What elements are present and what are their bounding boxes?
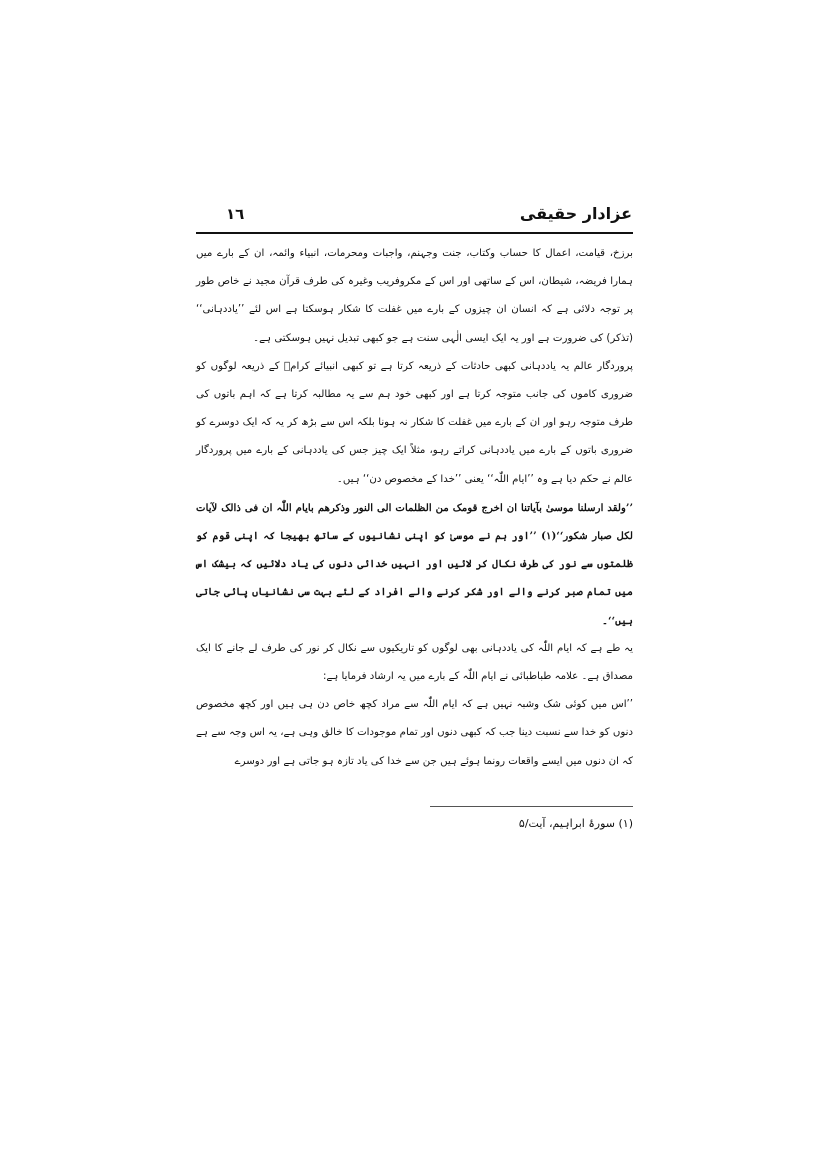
footnote-rule [430,806,633,807]
paragraph: پروردگار عالم یہ یاددہانی کبھی حادثات کے ذریعہ کرتا ہے تو کبھی انبیائے کرامؑ کے ذریعہ لوگوں کو ضروری کاموں کی جانب متوجہ کرتا ہے اور کبھی خود ہم سے یہ مطالبہ کرتا ہے کہ اہم باتوں کی طرف متوجہ رہو اور ان کے بارے میں غفلت کا شکار نہ ہونا بلکہ اس سے بڑھ کر یہ کہ ایک دوسرے کو ضروری باتوں کے بارے میں یاددہانی کراتے رہو، مثلاً ایک چیز جس کی یاددہانی کے بارے میں پروردگار عالم نے حکم دیا ہے وہ ’’ایام اللّٰہ‘‘ یعنی ’’خدا کے مخصوص دن‘‘ ہیں۔ [196,360,633,485]
quotation-paragraph: ’’اس میں کوئی شک وشبہ نہیں ہے کہ ایام اللّٰہ سے مراد کچھ خاص دن ہی ہیں اور کچھ مخصوص دنوں کو خدا سے نسبت دینا جب کہ کبھی دنوں اور تمام موجودات کا خالق وہی ہے، یہ اس وجہ سے ہے کہ ان دنوں میں ایسے واقعات رونما ہوئے ہیں جن سے خدا کی یاد تازہ ہو جاتی ہے اور دوسرے [196,699,633,767]
quranic-verse-paragraph: ’’ولقد ارسلنا موسیٰ بآیاتنا ان اخرج قومک من الظلمات الی النور وذکرھم بایام اللّٰہ ان فی ذالک لآیات لکل صبار شکور‘‘(۱) ’’اور ہم نے موسیٰ کو اپنی نشانیوں کے ساتھ بھیجا کہ اپنی قوم کو ظلمتوں سے نور کی طرف نکال کر لائیں اور انہیں خدائی دنوں کی یاد دلائیں کہ بیشک اس میں تمام صبر کرنے والے اور شکر کرنے والے افراد کے لئے بہت سی نشانیاں پائی جاتی ہیں‘‘۔ [196,501,634,627]
paragraph: یہ طے ہے کہ ایام اللّٰہ کی یاددہانی بھی لوگوں کو تاریکیوں سے نکال کر نور کی طرف لے جانے کا ایک مصداق ہے۔ علامہ طباطبائی نے ایام اللّٰہ کے بارے میں یہ ارشاد فرمایا ہے: [196,642,633,683]
footnote: (۱) سورۂ ابراہیم، آیت/۵ [518,817,633,830]
page-header [196,203,632,229]
book-title: عزادار حقیقی [519,204,632,223]
paragraph: برزخ، قیامت، اعمال کا حساب وکتاب، جنت وجہنم، واجبات ومحرمات، انبیاء وائمہ، ان کے بارے میں ہمارا فریضہ، شیطان، اس کے ساتھی اور اس کے مکروفریب وغیرہ کی طرف قرآن مجید نے خاص طور پر توجہ دلائی ہے کہ انسان ان چیزوں کے بارے میں غفلت کا شکار ہوسکتا ہے اس لئے ’’یاددہانی‘‘ (تذکر) کی ضرورت ہے اور یہ ایک ایسی الٰہی سنت ہے جو کبھی تبدیل نہیں ہوسکتی ہے۔ [196,248,633,344]
header-rule [196,232,633,234]
body-text [196,240,633,776]
page-number: ١٦ [226,205,245,223]
